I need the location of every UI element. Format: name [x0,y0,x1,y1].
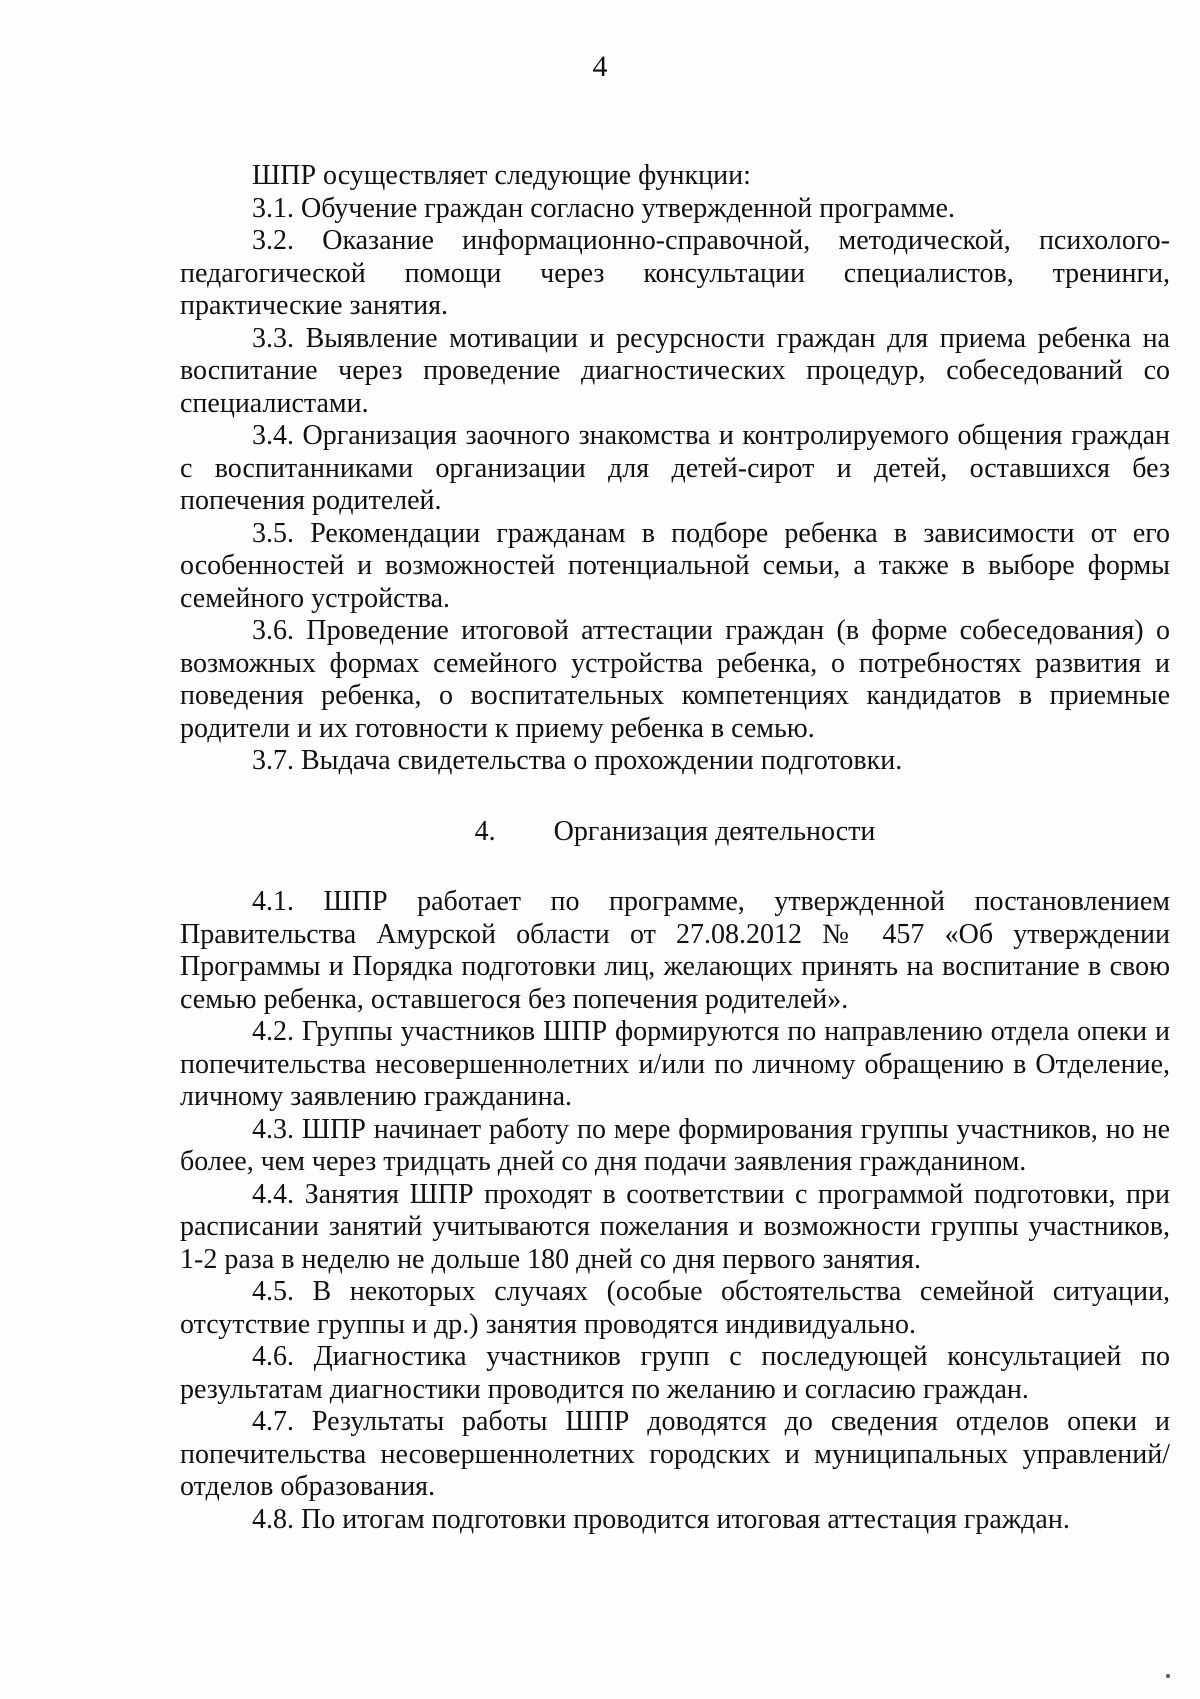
list-item-3-3: 3.3. Выявление мотивации и ресурсности граждан для приема ребенка на воспитание через проведение диагностических процедур, собеседований со специалистами. [180,322,1170,419]
list-item-4-6: 4.6. Диагностика участников групп с последующей консультацией по результатам диагностики проводится по желанию и согласию граждан. [180,1341,1170,1405]
list-item-4-5: 4.5. В некоторых случаях (особые обстоятельства семейной ситуации, отсутствие группы и др.) занятия проводятся индивидуально. [180,1276,1170,1340]
list-item-3-1: 3.1. Обучение граждан согласно утвержденной программе. [252,192,955,224]
list-item-3-5: 3.5. Рекомендации гражданам в подборе ребенка в зависимости от его особенностей и возможностей потенциальной семьи, а также в выборе формы семейного устройства. [180,517,1170,614]
list-item-4-8: 4.8. По итогам подготовки проводится итоговая аттестация граждан. [252,1503,1070,1535]
list-item-4-3: 4.3. ШПР начинает работу по мере формирования группы участников, но не более, чем через тридцать дней со дня подачи заявления гражданином. [180,1113,1170,1177]
section-number: 4. [474,815,496,847]
section-title: Организация деятельности [553,815,876,847]
list-item-3-7: 3.7. Выдача свидетельства о прохождении подготовки. [252,745,903,776]
list-item-4-4: 4.4. Занятия ШПР проходят в соответствии с программой подготовки, при расписании занятий учитываются пожелания и возможности группы участников, 1-2 раза в неделю не дольше 180 дней со дня первого занятия. [180,1178,1170,1275]
page-number: 4 [592,50,608,83]
list-item-4-7: 4.7. Результаты работы ШПР доводятся до сведения отделов опеки и попечительства несовершеннолетних городских и муниципальных управлений/отделов образования. [180,1406,1170,1502]
scan-speck [1166,1674,1170,1678]
list-item-4-2: 4.2. Группы участников ШПР формируются по направлению отдела опеки и попечительства несовершеннолетних и/или по личному обращению в Отделение, личному заявлению гражданина. [180,1016,1170,1112]
list-item-4-1: 4.1. ШПР работает по программе, утвержденной постановлением Правительства Амурской области от 27.08.2012 № 457 «Об утверждении Программы и Порядка подготовки лиц, желающих принять на воспитание в свою семью ребенка, оставшегося без попечения родителей». [180,886,1170,1015]
section-heading [180,816,1170,849]
list-item-3-4: 3.4. Организация заочного знакомства и контролируемого общения граждан с воспитанниками организации для детей-сирот и детей, оставшихся без попечения родителей. [180,420,1170,516]
list-item-3-2: 3.2. Оказание информационно-справочной, методической, психолого-педагогической помощи через консультации специалистов, тренинги, практические занятия. [180,225,1170,321]
document-body [180,160,1170,1536]
section3-intro: ШПР осуществляет следующие функции: [252,160,751,191]
list-item-3-6: 3.6. Проведение итоговой аттестации граждан (в форме собеседования) о возможных формах семейного устройства ребенка, о потребностях развития и поведения ребенка, о воспитательных компетенциях кандидатов в приемные родители и их готовности к приему ребенка в семью. [180,615,1170,744]
